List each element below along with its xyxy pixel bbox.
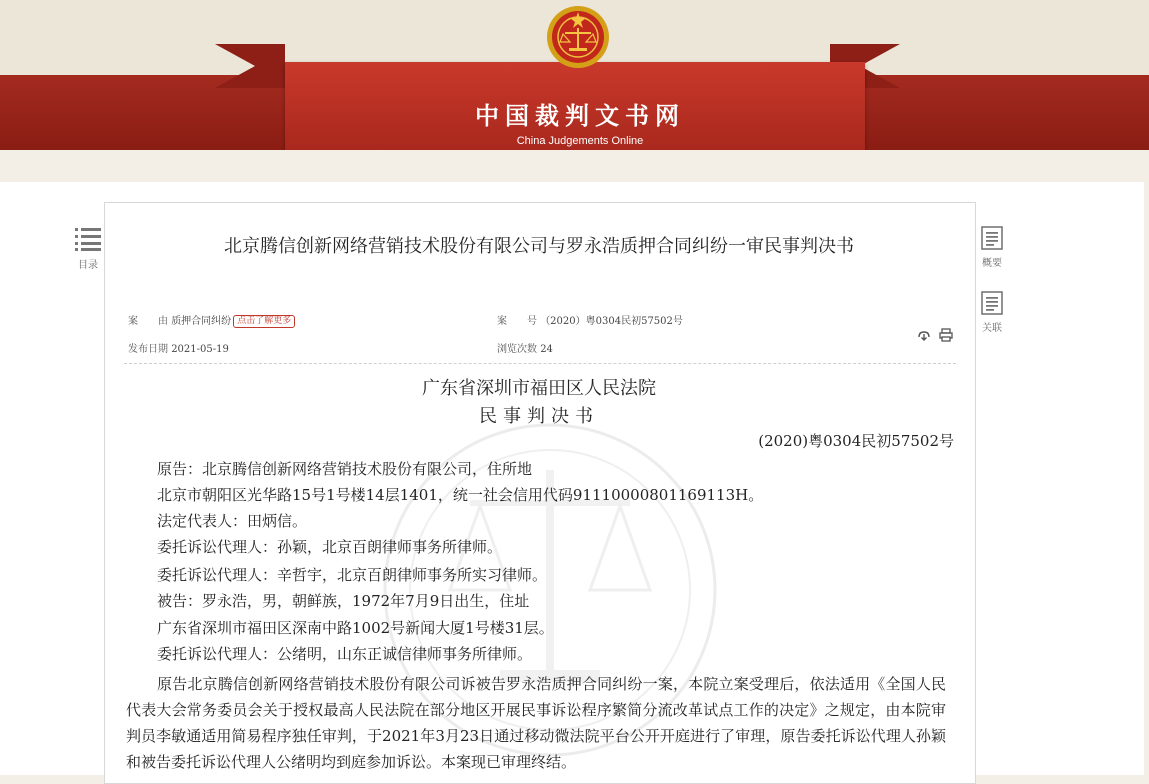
download-icon[interactable] (917, 328, 931, 342)
date-label: 发布日期 (128, 344, 168, 355)
party-defendant: 被告：罗永浩，男，朝鲜族，1972年7月9日出生，住址 (157, 592, 530, 610)
plaintiff-agent-1: 委托诉讼代理人：孙颖，北京百朗律师事务所律师。 (157, 538, 503, 556)
defendant-address: 广东省深圳市福田区深南中路1002号新闻大厦1号楼31层。 (157, 619, 554, 637)
list-icon (74, 226, 102, 252)
legal-representative: 法定代表人：田炳信。 (157, 512, 308, 530)
summary-label: 概要 (982, 258, 1002, 269)
plaintiff-address: 北京市朝阳区光华路15号1号楼14层1401，统一社会信用代码9111000080116911​3H。 (157, 486, 764, 504)
meta-views (497, 343, 553, 357)
views-label: 浏览次数 (497, 344, 537, 355)
print-icon[interactable] (939, 328, 953, 342)
date-value: 2021-05-19 (171, 344, 229, 355)
document-title: 北京腾信创新网络营销技术股份有限公司与罗永浩质押合同纠纷一审民事判决书 (224, 236, 854, 257)
header-divider (124, 363, 956, 364)
summary-button[interactable] (978, 226, 1006, 269)
ribbon-tail-left (215, 44, 285, 88)
meta-date (128, 343, 229, 357)
document-icon (981, 291, 1003, 315)
caseno-value: （2020）粤0304民初57502号 (540, 316, 683, 327)
court-name: 广东省深圳市福田区人民法院 (422, 378, 656, 399)
toc-button[interactable] (73, 226, 103, 271)
case-procedure-paragraph: 原告北京腾信创新网络营销技术股份有限公司诉被告罗永浩质押合同纠纷一案，本院立案受理后，依法适用《全国人民代表大会常务委员会关于授权最高人民法院在部分地区开展民事诉讼程序繁简分流改革试点工作的决定》之规定，由本院审判员李敏通适用简易程序独任审判，于2021年3月23日通过移动微法院平台公开开庭进行了审理，原告委托诉讼代理人孙颖和被告委托诉讼代理人公绪明均到庭参加诉讼。本案现已审理终结。 (126, 675, 946, 771)
meta-caseno (497, 315, 683, 329)
party-plaintiff: 原告：北京腾信创新网络营销技术股份有限公司，住所地 (157, 460, 533, 478)
cause-value: 质押合同纠纷 (171, 316, 232, 327)
document-type: 民事判决书 (479, 406, 599, 427)
caseno-label: 案 号 (497, 316, 537, 327)
doc-tools (917, 327, 953, 346)
learn-more-button[interactable]: 点击了解更多 (233, 315, 295, 328)
site-title: 中国裁判文书网 (475, 102, 685, 130)
court-emblem-icon (545, 4, 611, 74)
meta-cause (128, 315, 295, 329)
document-icon (981, 226, 1003, 250)
defendant-agent: 委托诉讼代理人：公绪明，山东正诚信律师事务所律师。 (157, 645, 533, 663)
toc-label: 目录 (78, 260, 98, 271)
site-banner (0, 0, 1149, 150)
plaintiff-agent-2: 委托诉讼代理人：辛哲宇，北京百朗律师事务所实习律师。 (157, 566, 548, 584)
site-subtitle: China Judgements Online (516, 135, 644, 147)
related-label: 关联 (982, 323, 1002, 334)
views-value: 24 (540, 344, 553, 355)
case-number: (2020)粤0304民初57502号 (758, 432, 954, 450)
related-button[interactable] (978, 291, 1006, 334)
cause-label: 案 由 (128, 316, 168, 327)
